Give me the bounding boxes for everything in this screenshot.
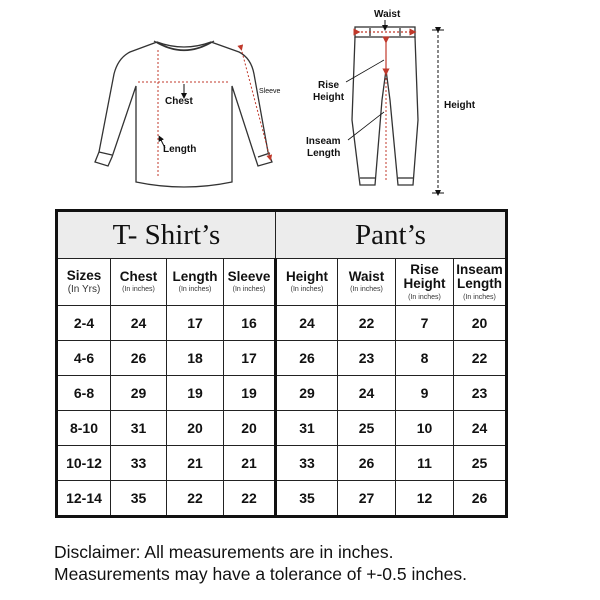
table-cell: 35 (111, 481, 167, 517)
column-header-8 (454, 259, 507, 306)
table-cell: 24 (111, 306, 167, 341)
table-cell: 20 (454, 306, 507, 341)
section-header-row (57, 211, 507, 259)
waist-label: Waist (374, 9, 401, 20)
column-header-unit: (In inches) (122, 286, 155, 294)
table-cell: 18 (167, 341, 224, 376)
rise-height-label: Height (313, 92, 345, 103)
column-header-unit: (In inches) (290, 286, 324, 294)
table-cell: 7 (396, 306, 454, 341)
table-cell: 26 (338, 446, 396, 481)
disclaimer-line-1: Disclaimer: All measurements are in inches. (54, 542, 394, 562)
table-cell: 9 (396, 376, 454, 411)
table-cell: 22 (454, 341, 507, 376)
table-cell: 26 (276, 341, 338, 376)
table-cell: 24 (454, 411, 507, 446)
column-header-unit: (In inches) (463, 293, 496, 301)
table-cell: 21 (167, 446, 224, 481)
column-header-6 (338, 259, 396, 306)
table-row (57, 341, 507, 376)
tshirt-measures (138, 48, 270, 176)
column-header-unit: (In Yrs) (67, 283, 101, 295)
pants-measures (346, 20, 444, 193)
column-header-unit: (In inches) (350, 286, 383, 294)
size-cell: 2-4 (57, 306, 111, 341)
size-chart-table (55, 209, 508, 518)
table-cell: 24 (276, 306, 338, 341)
table-cell: 16 (224, 306, 276, 341)
column-header-label: Sleeve (227, 269, 271, 285)
column-header-label: Length (172, 269, 218, 285)
tshirt-drawing (95, 41, 272, 187)
column-header-unit: (In inches) (408, 293, 441, 301)
table-cell: 20 (224, 411, 276, 446)
column-header-unit: (In inches) (178, 286, 212, 294)
inseam-length-label: Length (307, 148, 341, 159)
column-header-label: Chest (119, 269, 158, 285)
table-cell: 17 (224, 341, 276, 376)
column-header-label: Inseam Length (456, 262, 503, 292)
table-row (57, 481, 507, 517)
table-row (57, 306, 507, 341)
disclaimer-line-2: Measurements may have a tolerance of +-0.5 inches. (54, 564, 467, 584)
table-cell: 27 (338, 481, 396, 517)
table-cell: 11 (396, 446, 454, 481)
table-cell: 17 (167, 306, 224, 341)
column-header-7 (396, 259, 454, 306)
table-cell: 10 (396, 411, 454, 446)
table-cell: 33 (111, 446, 167, 481)
table-cell: 33 (276, 446, 338, 481)
inseam-label: Inseam (306, 136, 341, 147)
table-cell: 23 (338, 341, 396, 376)
table-cell: 12 (396, 481, 454, 517)
size-cell: 10-12 (57, 446, 111, 481)
column-header-label: Sizes (66, 267, 102, 283)
table-cell: 26 (454, 481, 507, 517)
pants-drawing (352, 27, 418, 185)
column-header-row (57, 259, 507, 306)
column-header-label: Waist (348, 269, 385, 285)
column-header-unit: (In inches) (232, 286, 266, 294)
column-header-4 (224, 259, 276, 306)
table-cell: 24 (338, 376, 396, 411)
table-cell: 31 (276, 411, 338, 446)
sleeve-label: Sleeve (259, 88, 281, 95)
size-cell: 8-10 (57, 411, 111, 446)
table-cell: 19 (224, 376, 276, 411)
table-row (57, 411, 507, 446)
table-cell: 31 (111, 411, 167, 446)
table-cell: 29 (276, 376, 338, 411)
chest-label: Chest (165, 96, 193, 107)
table-cell: 25 (338, 411, 396, 446)
table-cell: 8 (396, 341, 454, 376)
table-cell: 25 (454, 446, 507, 481)
size-cell: 6-8 (57, 376, 111, 411)
column-header-2 (111, 259, 167, 306)
table-cell: 35 (276, 481, 338, 517)
table-cell: 22 (167, 481, 224, 517)
garment-diagrams (0, 0, 600, 205)
table-cell: 23 (454, 376, 507, 411)
table-cell: 29 (111, 376, 167, 411)
rise-label: Rise (318, 80, 340, 91)
column-header-1 (57, 259, 111, 306)
size-illustrations (0, 0, 600, 205)
table-body (57, 306, 507, 517)
length-label: Length (163, 144, 197, 155)
column-header-label: Rise Height (403, 262, 446, 292)
table-cell: 19 (167, 376, 224, 411)
height-label: Height (444, 100, 476, 111)
table-cell: 22 (338, 306, 396, 341)
column-header-label: Height (286, 269, 328, 285)
column-header-3 (167, 259, 224, 306)
column-header-5 (276, 259, 338, 306)
table-cell: 21 (224, 446, 276, 481)
table-cell: 20 (167, 411, 224, 446)
table-row (57, 446, 507, 481)
pants-section-title: Pant’s (276, 211, 507, 259)
size-cell: 12-14 (57, 481, 111, 517)
table-cell: 26 (111, 341, 167, 376)
disclaimer (54, 541, 594, 585)
table-cell: 22 (224, 481, 276, 517)
tshirt-section-title: T- Shirt’s (57, 211, 276, 259)
size-cell: 4-6 (57, 341, 111, 376)
table-row (57, 376, 507, 411)
